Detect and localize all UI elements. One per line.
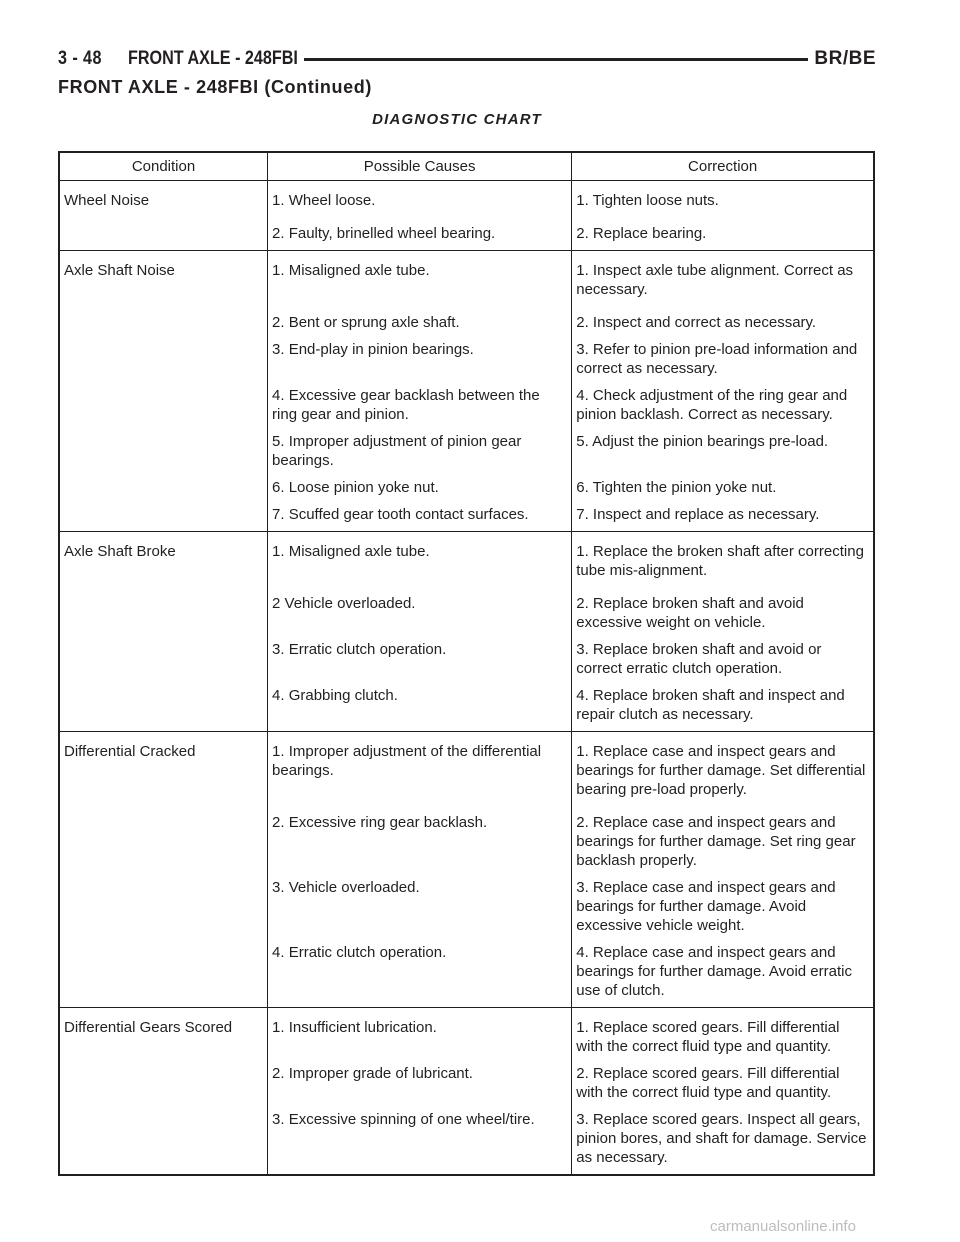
correction-cell: 4. Replace case and inspect gears and bearings for further damage. Avoid erratic use of clutch.: [572, 939, 874, 1008]
cause-cell: 1. Insufficient lubrication.: [268, 1008, 572, 1061]
table-row: [59, 636, 874, 682]
condition-cell: [59, 636, 268, 682]
condition-cell: [59, 682, 268, 732]
table-row: [59, 874, 874, 939]
table-row: [59, 1060, 874, 1106]
header-rule: [304, 58, 808, 61]
diagnostic-table: [58, 151, 875, 1176]
condition-cell: [59, 939, 268, 1008]
cause-cell: 4. Erratic clutch operation.: [268, 939, 572, 1008]
table-row: [59, 532, 874, 585]
cause-cell: 4. Excessive gear backlash between the ring gear and pinion.: [268, 382, 572, 428]
correction-cell: 1. Replace the broken shaft after correcting tube mis-alignment.: [572, 532, 874, 585]
correction-cell: 1. Inspect axle tube alignment. Correct as necessary.: [572, 251, 874, 304]
table-row: [59, 732, 874, 804]
correction-cell: 1. Replace scored gears. Fill differential with the correct fluid type and quantity.: [572, 1008, 874, 1061]
cause-cell: 2. Faulty, brinelled wheel bearing.: [268, 214, 572, 251]
footer-watermark: carmanualsonline.info: [710, 1218, 856, 1235]
table-row: [59, 428, 874, 474]
table-row: [59, 803, 874, 874]
cause-cell: 2. Improper grade of lubricant.: [268, 1060, 572, 1106]
cause-cell: 2 Vehicle overloaded.: [268, 584, 572, 636]
table-row: [59, 251, 874, 304]
chart-title: DIAGNOSTIC CHART: [372, 111, 542, 128]
cause-cell: 5. Improper adjustment of pinion gear bearings.: [268, 428, 572, 474]
condition-cell: [59, 584, 268, 636]
cause-cell: 4. Grabbing clutch.: [268, 682, 572, 732]
condition-cell: [59, 336, 268, 382]
cause-cell: 2. Excessive ring gear backlash.: [268, 803, 572, 874]
cause-cell: 1. Wheel loose.: [268, 181, 572, 215]
correction-cell: 2. Replace bearing.: [572, 214, 874, 251]
table-row: [59, 303, 874, 336]
cause-cell: 3. Erratic clutch operation.: [268, 636, 572, 682]
cause-cell: 1. Misaligned axle tube.: [268, 532, 572, 585]
table-row: [59, 382, 874, 428]
cause-cell: 6. Loose pinion yoke nut.: [268, 474, 572, 501]
table-row: [59, 939, 874, 1008]
correction-cell: 3. Replace scored gears. Inspect all gears, pinion bores, and shaft for damage. Service as necessary.: [572, 1106, 874, 1175]
table-row: [59, 1106, 874, 1175]
condition-cell: Axle Shaft Noise: [64, 262, 175, 279]
condition-cell: [59, 1060, 268, 1106]
table-row: [59, 682, 874, 732]
condition-cell: [59, 501, 268, 532]
model-code: BR/BE: [814, 48, 876, 69]
condition-cell: Axle Shaft Broke: [64, 543, 176, 560]
condition-cell: [59, 214, 268, 251]
condition-cell: [59, 474, 268, 501]
page-number: 3 - 48: [58, 48, 102, 69]
correction-cell: 1. Tighten loose nuts.: [572, 181, 874, 215]
condition-cell: Differential Gears Scored: [64, 1019, 233, 1036]
condition-cell: [59, 1106, 268, 1175]
condition-cell: Differential Cracked: [64, 743, 196, 760]
table-row: [59, 214, 874, 251]
header-correction: Correction: [572, 152, 874, 181]
cause-cell: 7. Scuffed gear tooth contact surfaces.: [268, 501, 572, 532]
condition-cell: [59, 428, 268, 474]
table-row: [59, 336, 874, 382]
condition-cell: [59, 803, 268, 874]
table-header-row: [59, 152, 874, 181]
cause-cell: 3. Vehicle overloaded.: [268, 874, 572, 939]
continued-title: FRONT AXLE - 248FBI (Continued): [58, 77, 372, 97]
correction-cell: 7. Inspect and replace as necessary.: [572, 501, 874, 532]
table-row: [59, 584, 874, 636]
table-row: [59, 181, 874, 215]
correction-cell: 4. Replace broken shaft and inspect and repair clutch as necessary.: [572, 682, 874, 732]
condition-cell: [59, 874, 268, 939]
condition-cell: [59, 382, 268, 428]
correction-cell: 2. Replace scored gears. Fill differential with the correct fluid type and quantity.: [572, 1060, 874, 1106]
cause-cell: 1. Misaligned axle tube.: [268, 251, 572, 304]
page-header: [58, 44, 876, 74]
correction-cell: 3. Replace broken shaft and avoid or correct erratic clutch operation.: [572, 636, 874, 682]
condition-cell: Wheel Noise: [64, 192, 150, 209]
section-title: FRONT AXLE - 248FBI: [128, 48, 298, 69]
cause-cell: 3. Excessive spinning of one wheel/tire.: [268, 1106, 572, 1175]
cause-cell: 2. Bent or sprung axle shaft.: [268, 303, 572, 336]
correction-cell: 6. Tighten the pinion yoke nut.: [572, 474, 874, 501]
correction-cell: 1. Replace case and inspect gears and bearings for further damage. Set differential bearing pre-load properly.: [572, 732, 874, 804]
correction-cell: 2. Replace case and inspect gears and bearings for further damage. Set ring gear backlash properly.: [572, 803, 874, 874]
cause-cell: 1. Improper adjustment of the differential bearings.: [268, 732, 572, 804]
table-row: [59, 474, 874, 501]
correction-cell: 3. Replace case and inspect gears and bearings for further damage. Avoid excessive vehicle weight.: [572, 874, 874, 939]
correction-cell: 3. Refer to pinion pre-load information and correct as necessary.: [572, 336, 874, 382]
header-condition: Condition: [59, 152, 268, 181]
correction-cell: 2. Inspect and correct as necessary.: [572, 303, 874, 336]
table-row: [59, 501, 874, 532]
header-possible-causes: Possible Causes: [268, 152, 572, 181]
correction-cell: 2. Replace broken shaft and avoid excessive weight on vehicle.: [572, 584, 874, 636]
correction-cell: 5. Adjust the pinion bearings pre-load.: [572, 428, 874, 474]
correction-cell: 4. Check adjustment of the ring gear and pinion backlash. Correct as necessary.: [572, 382, 874, 428]
condition-cell: [59, 303, 268, 336]
table-row: [59, 1008, 874, 1061]
cause-cell: 3. End-play in pinion bearings.: [268, 336, 572, 382]
